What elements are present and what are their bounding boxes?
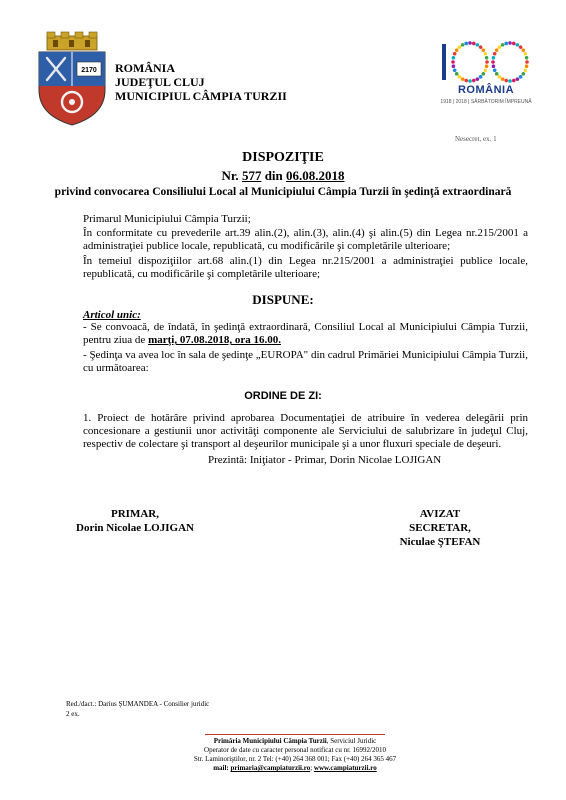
agenda-presenter: Prezintă: Iniţiator - Primar, Dorin Nicolae LOJIGAN [208,454,442,466]
logo-dot [472,42,476,46]
drafted-by: Red./dact.: Darius ŞUMANDEA - Consilier juridic 2 ex. [66,700,210,718]
meeting-date: marţi, 07.08.2018, ora 16.00. [148,334,281,346]
logo-dot [452,56,456,60]
dispune-heading: DISPUNE: [252,292,314,307]
logo-dot [493,52,497,56]
logo-dot [464,79,468,83]
footer-contact: Primăria Municipiului Câmpia Turzii, Serviciul Juridic Operator de date cu caracter personal notificat cu nr. 16992/2010 Str. Laminoriştilor, nr. 2 Tel: (+40) 264 368 001; Fax (+40) 264 365 467 mail: primaria@campiaturzii.ro; www.campiaturzii.ro [150,737,440,773]
signature-secretary [365,507,515,549]
copies-count: 2 ex. [66,710,80,718]
logo-dot [519,75,523,79]
classification-note: Nesecret, ex. 1 [455,135,497,143]
logo-dot [461,43,465,47]
logo-dot [504,79,508,83]
logo-dot [525,64,529,68]
signature-mayor [60,507,210,535]
email-link[interactable]: primaria@campiaturzii.ro [230,764,311,772]
logo-dot [452,64,456,68]
secretary-approved: AVIZAT [419,508,461,520]
dotted-zero-icon [451,41,489,83]
header-municipality: MUNICIPIUL CÂMPIA TURZII [115,89,287,103]
logo-dot [492,64,496,68]
logo-dot [519,45,523,49]
website-link[interactable]: www.campiaturzii.ro [313,764,377,772]
logo-subtitle: 1918 | 2018 | SĂRBĂTORIM ÎMPREUNĂ [440,99,532,105]
logo-dot [516,43,520,47]
logo-dot [501,77,505,81]
logo-dot [455,48,459,52]
footer-org: Primăria Municipiului Câmpia Turzii [213,737,327,745]
article-location: - Şedinţa va avea loc în sala de şedinţe „EUROPA" din cadrul Primăriei Municipiului Câmpia Turzii, cu următoarea: [83,349,528,374]
secretary-title: SECRETAR, [409,522,471,534]
agenda-item-1: 1. Proiect de hotărâre privind aprobarea Documentaţiei de atribuire în vederea delegării prin concesionare a gestiunii unor activităţi componente ale Serviciului de salubrizare în judeţul Cluj, respectiv de colectare şi transport al deşeurilor municipale şi a unor fluxuri speciale de deşeuri. [83,412,528,450]
coat-of-arms [33,30,111,126]
logo-dot [468,41,472,45]
logo-dot [512,42,516,46]
logo-dot [481,48,485,52]
dotted-zero-icon [491,41,529,83]
logo-dot [458,45,462,49]
article-title: Articol unic: [83,309,141,321]
logo-dot [521,48,525,52]
header-county: JUDEŢUL CLUJ [115,75,205,89]
document-number: Nr. 577 din 06.08.2018 [221,168,345,183]
logo-dot [501,43,505,47]
logo-dot [484,52,488,56]
logo-dot [508,41,512,45]
logo-dot [498,75,502,79]
footer-address: Str. Laminoriştilor, nr. 2 Tel: (+40) 264 368 001; Fax (+40) 264 365 467 [193,755,397,763]
issuer-header [115,61,287,103]
logo-dot [521,72,525,76]
logo-dot [508,79,512,83]
logo-dot [516,77,520,81]
logo-dot [524,52,528,56]
footer-divider [205,734,385,735]
svg-text:2170: 2170 [81,67,97,74]
logo-dot [468,79,472,83]
mayor-name: Dorin Nicolae LOJIGAN [76,522,194,534]
logo-dot [461,77,465,81]
document-title: DISPOZIŢIE [242,150,324,165]
logo-dot [484,68,488,72]
logo-dot [476,43,480,47]
logo-dot [479,75,483,79]
agenda-heading: ORDINE DE ZI: [244,390,322,402]
logo-dot [451,60,455,64]
preamble-legal-basis-1: În conformitate cu prevederile art.39 alin.(2), alin.(3), alin.(4) şi alin.(5) din Legea nr.215/2001 a administraţiei publice locale, republicată, cu modificările şi completările ulterioare; [83,227,528,252]
logo-dot [495,72,499,76]
number-value: 577 [241,168,262,183]
logo-dot [493,68,497,72]
logo-dot [485,56,489,60]
mayor-title: PRIMAR, [111,508,159,520]
logo-dot [525,60,529,64]
preamble-mayor: Primarul Municipiului Câmpia Turzii; [83,213,251,225]
logo-dot [512,79,516,83]
document-date: 06.08.2018 [286,168,345,183]
logo-dot [495,48,499,52]
footer-data-operator: Operator de date cu caracter personal notificat cu nr. 16992/2010 [204,746,386,754]
logo-dot [464,42,468,46]
preamble-legal-basis-2: În temeiul dispoziţiilor art.68 alin.(1) din Legea nr.215/2001 a administraţiei publice locale, republicată, cu modificările şi completările ulterioare; [83,255,528,280]
logo-title: ROMÂNIA [457,84,515,96]
logo-dot [492,56,496,60]
header-country: ROMÂNIA [115,61,175,75]
logo-dot [479,45,483,49]
article-convocation: - Se convoacă, de îndată, în şedinţă extraordinară, Consiliul Local al Municipiului Câmpia Turzii, pentru ziua de marţi, 07.08.2018, ora 16.00. [83,321,528,346]
document-subtitle: privind convocarea Consiliului Local al Municipiului Câmpia Turzii în şedinţă extraordinară [54,186,512,198]
logo-dot [453,52,457,56]
crown-icon [47,32,97,50]
logo-dot [524,68,528,72]
logo-dot [525,56,529,60]
logo-dot [485,64,489,68]
logo-dot [453,68,457,72]
logo-dot [472,79,476,83]
logo-dot [481,72,485,76]
secretary-name: Niculae ŞTEFAN [399,536,481,548]
logo-dot [504,42,508,46]
logo-dot [498,45,502,49]
logo-dot [491,60,495,64]
logo-dot [458,75,462,79]
logo-dot [476,77,480,81]
logo-dot [455,72,459,76]
logo-dot [485,60,489,64]
